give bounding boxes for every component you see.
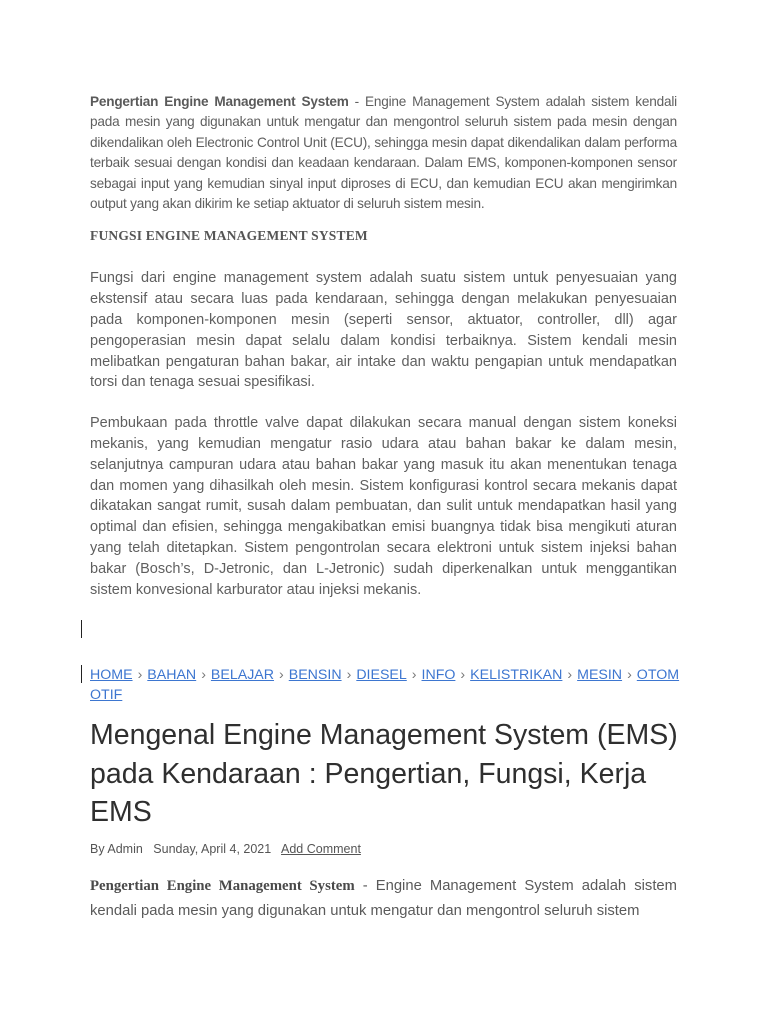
post-date: Sunday, April 4, 2021 [153,842,272,856]
breadcrumb-separator: › [201,667,206,683]
breadcrumb-separator: › [346,667,352,683]
breadcrumb-bahan[interactable]: BAHAN [147,667,197,683]
intro-paragraph [90,92,677,214]
intro-term: Pengertian Engine Management System [90,94,349,109]
post-title: Mengenal Engine Management System (EMS) pada Kendaraan : Pengertian, Fungsi, Kerja EMS [90,719,678,828]
paragraph-fungsi: Fungsi dari engine management system adalah suatu sistem untuk penyesuaian yang ekstensif atau secara luas pada kendaraan, sehingga dengan melakukan penyesuaian pada komponen-komponen mesin (seperti sensor, aktuator, controller, dll) agar pengoperasian mesin dapat selalu dalam kondisi terbaiknya. Sistem kendali mesin melibatkan pengaturan bahan bakar, air intake dan waktu pengapian untuk mendapatkan torsi dan tenaga sesuai spesifikasi. [90,270,677,391]
post-meta [90,842,361,856]
breadcrumb-otomotif[interactable]: OTOMOTIF [90,667,680,703]
breadcrumb-separator: › [567,667,573,683]
intro-text: - Engine Management System adalah sistem kendali pada mesin yang digunakan untuk mengatur dan mengontrol seluruh sistem pada mesin dengan dikendalikan oleh Electronic Control Unit (ECU), sehingga mesin dapat dikendalikan dalam performa terbaik sesuai dengan kondisi dan keadaan kendaraan. Dalam EMS, komponen-komponen sensor sebagai input yang kemudian sinyal input diproses di ECU, dan kemudian ECU akan mengirimkan output yang akan dikirim ke setiap aktuator di seluruh sistem mesin. [90,94,677,212]
breadcrumb-mesin[interactable]: MESIN [577,667,623,683]
excerpt-text: - Engine Management System adalah sistem kendali pada mesin yang digunakan untuk mengatur dan mengontrol seluruh sistem [90,878,677,919]
breadcrumb-separator: › [460,667,466,683]
breadcrumb-belajar[interactable]: BELAJAR [210,667,275,683]
article-top [90,92,677,600]
breadcrumb-info[interactable]: INFO [421,667,456,683]
excerpt-term: Pengertian Engine Management System [90,878,355,894]
breadcrumb-separator: › [627,667,632,683]
text-cursor [81,665,82,683]
breadcrumb-separator: › [279,667,284,683]
breadcrumb-bensin[interactable]: BENSIN [288,667,342,683]
section-heading: FUNGSI ENGINE MANAGEMENT SYSTEM [90,228,368,244]
breadcrumb-home[interactable]: HOME [90,667,133,683]
breadcrumb-separator: › [137,667,143,683]
post-excerpt [90,874,677,924]
text-cursor [81,620,82,638]
breadcrumb [90,666,680,705]
paragraph-throttle: Pembukaan pada throttle valve dapat dilakukan secara manual dengan sistem koneksi mekanis, yang kemudian mengatur rasio udara atau bahan bakar ke dalam mesin, selanjutnya campuran udara atau bahan bakar yang masuk itu akan menentukan tenaga dan momen yang dihasilkah oleh mesin. Sistem konfigurasi kontrol secara mekanis dapat dikatakan sangat rumit, susah dalam pembuatan, dan sulit untuk mendapatkan hasil yang optimal dan efisien, sehingga mengakibatkan emisi buangnya tidak bisa mengikuti aturan yang telah ditetapkan. Sistem pengontrolan secara elektroni untuk sistem injeksi bahan bakar (Bosch’s, D-Jetronic, dan L-Jetronic) sudah diperkenalkan untuk menggantikan sistem konvesional karburator atau injeksi mekanis. [90,415,677,598]
breadcrumb-separator: › [411,667,417,683]
breadcrumb-diesel[interactable]: DIESEL [356,667,407,683]
add-comment-link[interactable]: Add Comment [281,842,361,856]
post-author: By Admin [90,842,143,856]
breadcrumb-kelistrikan[interactable]: KELISTRIKAN [470,667,563,683]
